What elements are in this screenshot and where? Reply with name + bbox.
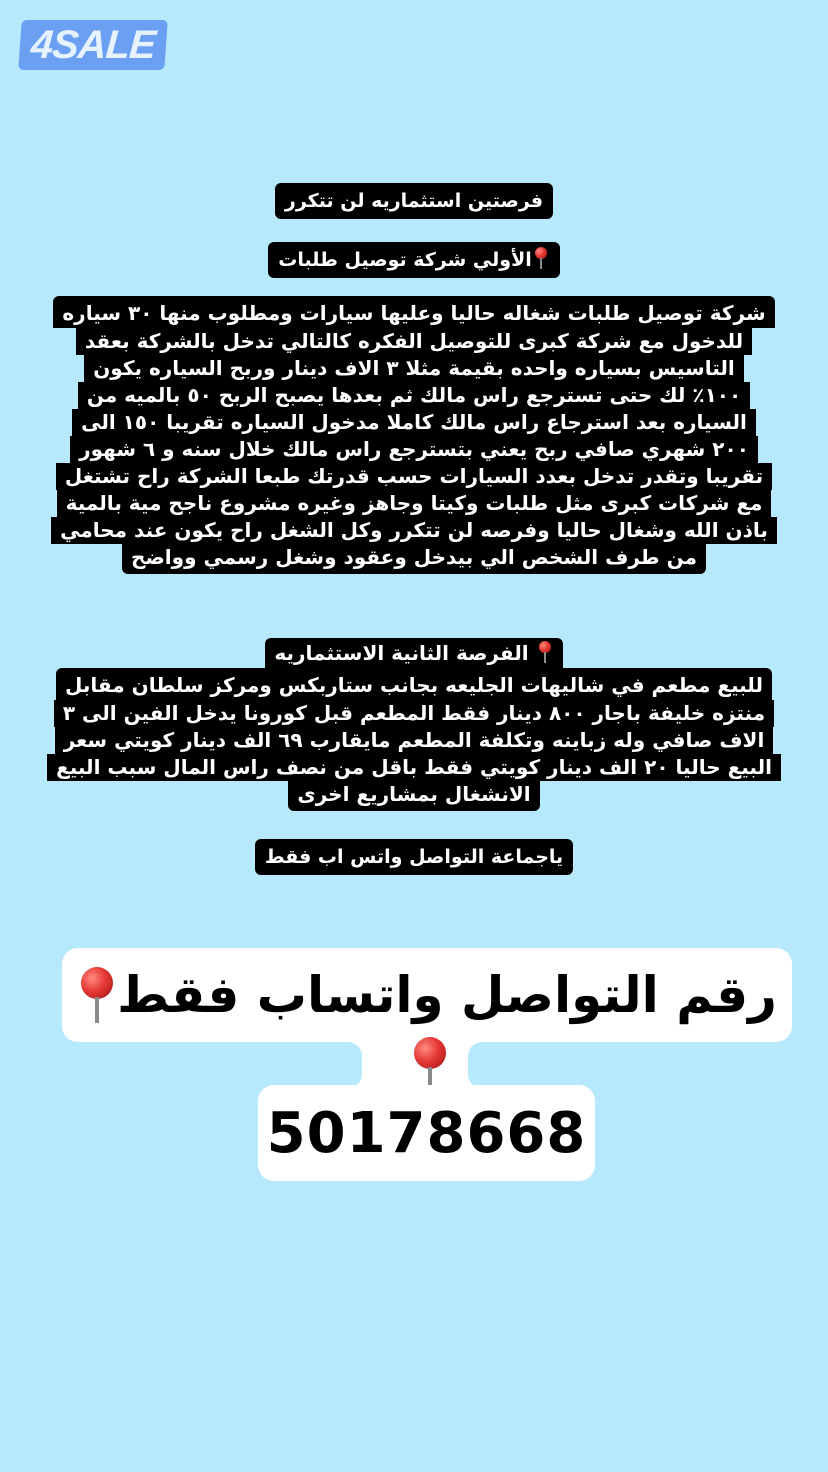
heading-block: [0, 183, 828, 219]
text-line: للدخول مع شركة كبرى للتوصيل الفكره كالتالي تدخل بالشركة بعقد: [76, 328, 752, 355]
second-opportunity: [0, 638, 828, 811]
second-opportunity-title: الفرصة الثانية الاستثماريه: [265, 638, 562, 668]
first-opportunity-title: الأولي شركة توصيل طلبات: [268, 242, 560, 278]
first-opportunity-heading: [0, 242, 828, 278]
text-line: البيع حاليا ٢٠ الف دينار كويتي فقط باقل من نصف راس المال سبب البيع: [47, 754, 781, 781]
text-line: من طرف الشخص الي بيدخل وعقود وشغل رسمي وواضح: [122, 544, 706, 574]
round-pushpin-icon: [538, 641, 552, 663]
contact-note: ياجماعة التواصل واتس اب فقط: [255, 839, 573, 875]
phone-number[interactable]: 50178668: [258, 1085, 595, 1181]
text-line: شركة توصيل طلبات شغاله حاليا وعليها سيارات ومطلوب منها ٣٠ سياره: [53, 296, 774, 328]
first-opportunity-description: [0, 296, 828, 574]
contact-note-block: [0, 839, 828, 875]
text-line: التاسيس بسياره واحده بقيمة مثلا ٣ الاف دينار وربح السياره يكون: [84, 355, 744, 382]
text-line: مع شركات كبرى مثل طلبات وكيتا وجاهز وغيره مشروع ناجح مية بالمية: [57, 490, 772, 517]
headline: فرصتين استثماريه لن تتكرر: [275, 183, 553, 219]
text-line: للبيع مطعم في شاليهات الجليعه بجانب ستاربكس ومركز سلطان مقابل: [56, 668, 772, 700]
text-line: ١٠٠٪ لك حتى تسترجع راس مالك ثم بعدها يصبح الربح ٥٠ بالميه من: [78, 382, 750, 409]
contact-title: رقم التواصل واتساب فقط: [62, 948, 792, 1042]
text-line: السياره بعد استرجاع راس مالك كاملا مدخول السياره تقريبا ١٥٠ الى: [72, 409, 756, 436]
text-line: الاف صافي وله زباينه وتكلفة المطعم مايقارب ٦٩ الف دينار كويتي سعر: [55, 727, 774, 754]
4sale-logo: 4SALE: [18, 20, 167, 70]
round-pushpin-icon: [534, 247, 548, 269]
text-line: باذن الله وشغال حاليا وفرصه لن تتكرر وكل الشغل راح يكون عند محامي: [51, 517, 777, 544]
text-line: منتزه خليفة باجار ٨٠٠ دينار فقط المطعم قبل كورونا يدخل الفين الى ٣: [54, 700, 774, 727]
text-line: تقريبا وتقدر تدخل بعدد السيارات حسب قدرتك طبعا الشركة راح تشتغل: [56, 463, 772, 490]
round-pushpin-icon: [79, 967, 115, 1023]
text-line: ٢٠٠ شهري صافي ربح يعني بتسترجع راس مالك خلال سنه و ٦ شهور: [70, 436, 758, 463]
text-line: الانشغال بمشاريع اخرى: [288, 781, 539, 811]
